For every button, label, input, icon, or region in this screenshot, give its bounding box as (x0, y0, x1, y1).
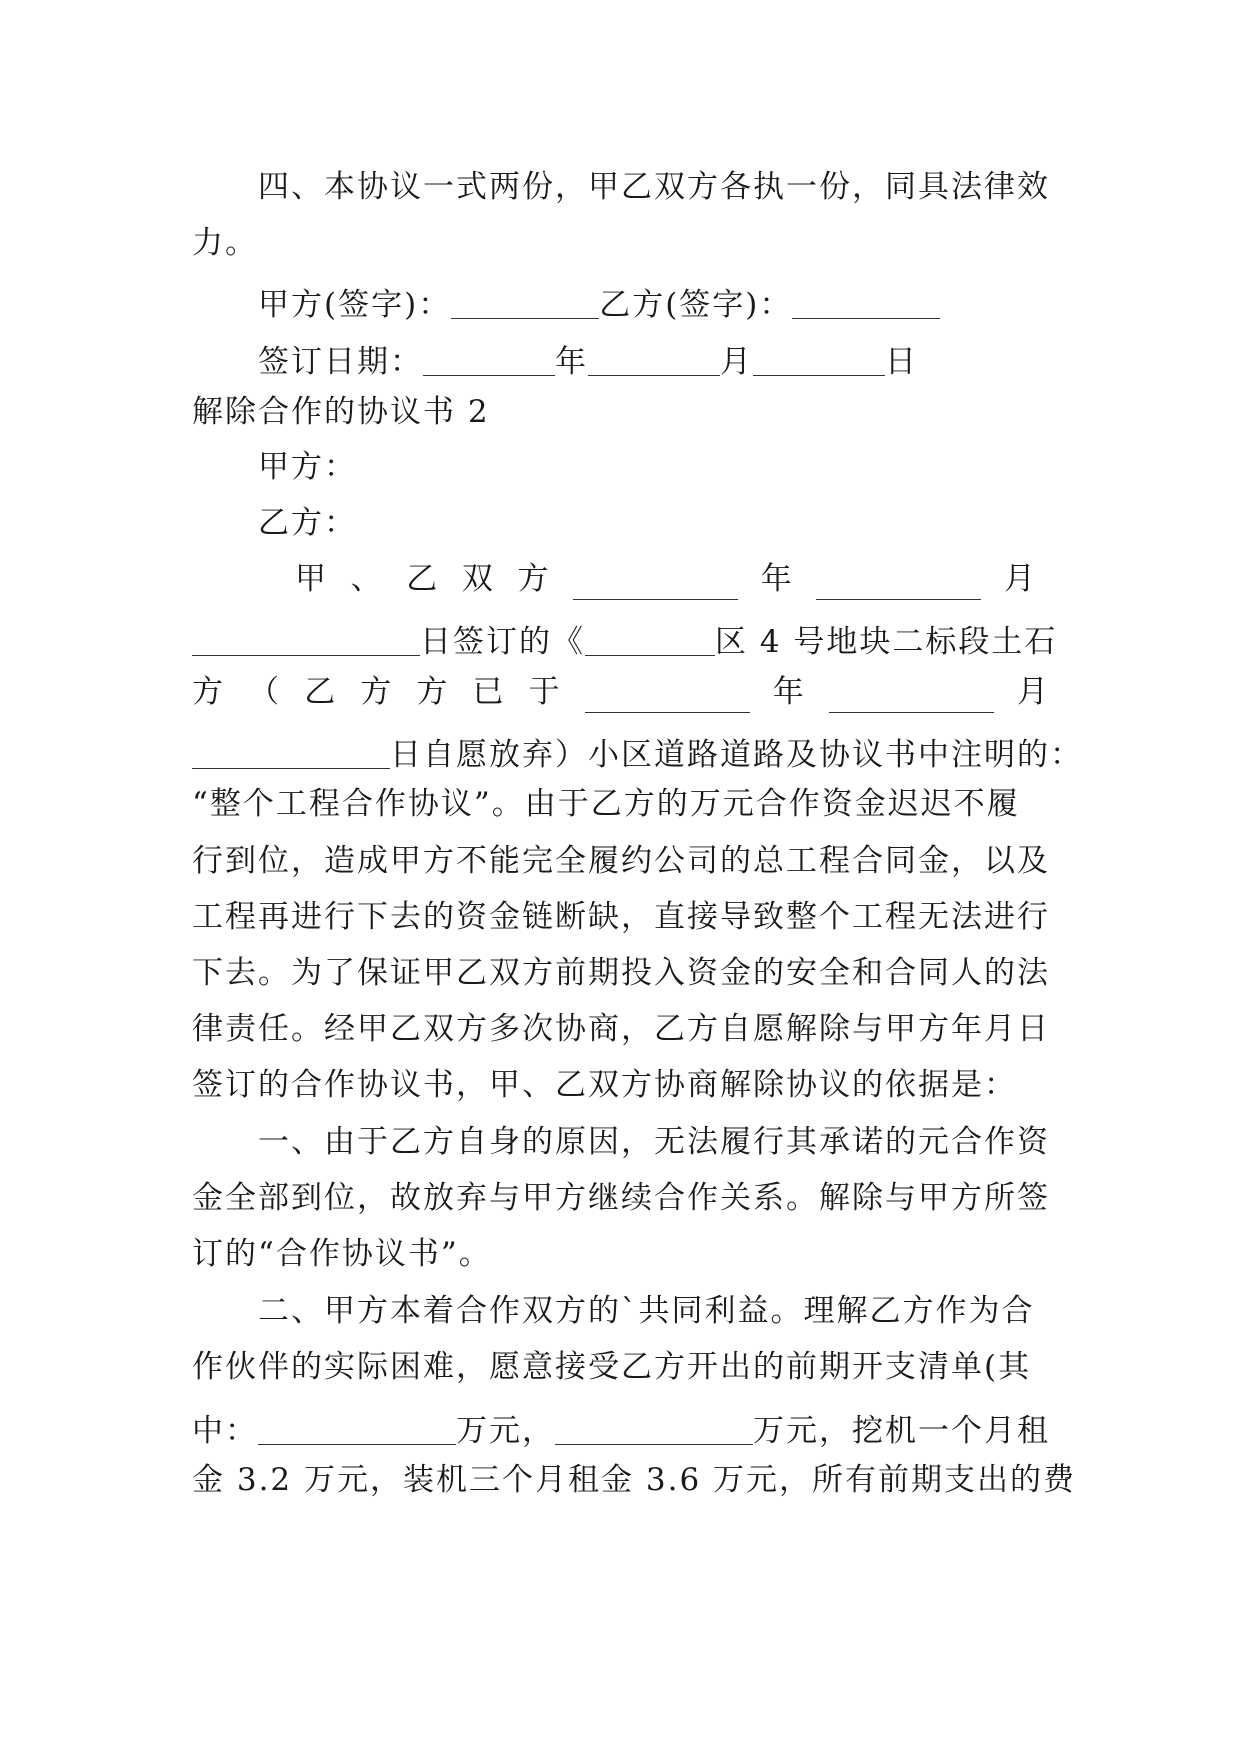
sign-date-label: 签订日期： (258, 344, 423, 380)
p1-line-5: “整个工程合作协议”。由于乙方的万元合作资金迟迟不履 (192, 786, 1020, 822)
clause-4-line-1: 四、本协议一式两份，甲乙双方各执一份，同具法律效 (258, 169, 1050, 205)
p1-district-blank (585, 624, 715, 656)
p1-month2-blank (829, 681, 994, 713)
item-1-line-1: 一、由于乙方自身的原因，无法履行其承诺的元合作资 (258, 1124, 1050, 1160)
party-a-line: 甲方： (258, 449, 357, 485)
p1-abandon-text: 日自愿放弃）小区道路道路及协议书中注明的： (390, 737, 1083, 773)
item-2-amount-blank-2 (555, 1413, 753, 1445)
p1-line-9: 律责任。经甲乙双方多次协商，乙方自愿解除与甲方年月日 (192, 1011, 1050, 1047)
p1-char: 双 (461, 561, 495, 597)
p1-line-8: 下去。为了保证甲乙双方前期投入资金的安全和合同人的法 (192, 955, 1050, 991)
p1-month-label: 月 (1004, 561, 1037, 597)
sign-month-label: 月 (720, 344, 753, 380)
p1-char: 方 (360, 674, 394, 710)
p1-month-blank (816, 568, 981, 600)
p1-year-blank (573, 568, 738, 600)
p1-char: 、 (350, 561, 384, 597)
p1-line-2 (192, 620, 1057, 658)
p1-day-blank (192, 624, 420, 656)
p1-line-10: 签订的合作协议书，甲、乙双方协商解除协议的依据是： (192, 1067, 1017, 1103)
sign-year-label: 年 (555, 344, 588, 380)
item-2-line-4: 金 3.2 万元，装机三个月租金 3.6 万元，所有前期支出的费 (192, 1462, 1077, 1498)
p1-char: 已 (472, 674, 506, 710)
p1-char: 方 (192, 674, 225, 710)
p1-month2-label: 月 (1016, 674, 1050, 710)
p1-line-4 (192, 733, 1083, 771)
p1-char: 于 (528, 674, 562, 710)
sign-date-line (258, 340, 918, 378)
p1-line-6: 行到位，造成甲方不能完全履约公司的总工程合同金，以及 (192, 843, 1050, 879)
section-title: 解除合作的协议书 2 (192, 394, 490, 430)
p1-char: 乙 (406, 561, 440, 597)
sign-day-label: 日 (885, 344, 918, 380)
party-b-line: 乙方： (258, 505, 357, 541)
party-b-sign-blank (792, 287, 940, 319)
sign-month-blank (588, 344, 720, 376)
item-1-line-3: 订的“合作协议书”。 (192, 1236, 492, 1272)
party-a-sign-blank (451, 287, 599, 319)
clause-4-line-2: 力。 (192, 225, 258, 261)
p1-char: （ (248, 674, 282, 710)
signature-line (258, 283, 940, 321)
sign-day-blank (753, 344, 885, 376)
item-2-amount-blank-1 (258, 1413, 456, 1445)
party-b-sign-label: 乙方(签字)： (599, 287, 793, 323)
p1-char: 方 (517, 561, 551, 597)
p1-year2-label: 年 (772, 674, 806, 710)
item-1-line-2: 金全部到位，故放弃与甲方继续合作关系。解除与甲方所签 (192, 1180, 1050, 1216)
party-a-sign-label: 甲方(签字)： (258, 287, 452, 323)
p1-line-3 (192, 674, 1050, 710)
item-2-line-3 (192, 1409, 1050, 1447)
item-2-excavator-text: 万元，挖机一个月租 (753, 1413, 1050, 1449)
p1-char: 甲 (295, 561, 328, 597)
item-2-among-label: 中： (192, 1413, 258, 1449)
p1-char: 乙 (304, 674, 338, 710)
p1-signed-text: 日签订的《 (420, 624, 585, 660)
sign-year-blank (423, 344, 555, 376)
p1-line-1 (295, 561, 1037, 597)
p1-day2-blank (192, 737, 390, 769)
item-2-line-1: 二、甲方本着合作双方的`共同利益。理解乙方作为合 (258, 1293, 1035, 1329)
p1-plot-text: 区 4 号地块二标段土石 (715, 624, 1058, 660)
item-2-line-2: 作伙伴的实际困难，愿意接受乙方开出的前期开支清单(其 (192, 1349, 1032, 1385)
p1-line-7: 工程再进行下去的资金链断缺，直接导致整个工程无法进行 (192, 899, 1050, 935)
item-2-wanyuan-label: 万元， (456, 1413, 555, 1449)
p1-char: 方 (416, 674, 450, 710)
p1-year-label: 年 (760, 561, 794, 597)
p1-year2-blank (585, 681, 750, 713)
